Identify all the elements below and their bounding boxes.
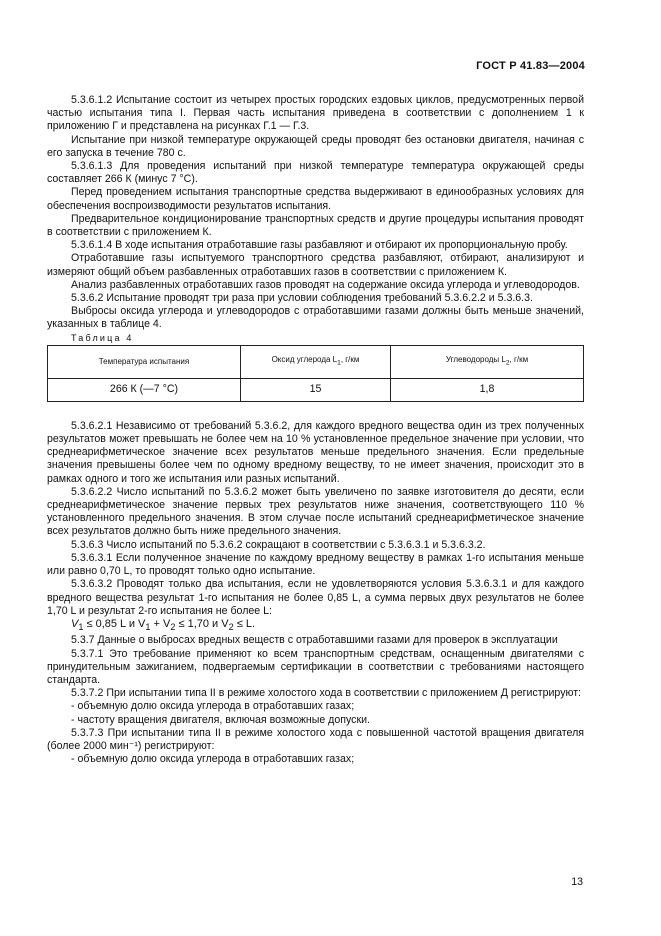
page-content (47, 94, 584, 766)
paragraph: 5.3.6.2 Испытание проводят три раза при условии соблюдения требований 5.3.6.2.2 и 5.3.6.3. (71, 292, 533, 305)
cell-hydrocarbons: 1,8 (391, 378, 584, 401)
paragraph: 5.3.7 Данные о выбросах вредных веществ с отработавшими газами для проверок в эксплуатации (71, 634, 558, 647)
paragraph: Выбросы оксида углерода и углеводородов с отработавшими газами должны быть меньше значений, указанных в таблице 4. (47, 305, 584, 331)
paragraph: 5.3.7.1 Это требование применяют ко всем транспортным средствам, оснащенным двигателями с принудительным зажиганием, подвергаемым сертификации в соответствии с требованиями настоящего стандарта. (47, 647, 584, 686)
table-header-row (48, 345, 584, 378)
emissions-table (47, 345, 584, 402)
paragraph: Предварительное кондиционирование транспортных средств и другие процедуры испытания проводят в соответствии с приложением К. (47, 212, 584, 239)
formula: $V_1 \le 0,85$ L и $V_1 + V_2 \le 1,70$ и $V_2 \le L$. (71, 617, 255, 633)
table-caption: Таблица 4 (71, 332, 134, 343)
paragraph: 5.3.6.2.2 Число испытаний по 5.3.6.2 может быть увеличено по заявке изготовителя до десяти, если среднеарифметическое значение первых трех результатов ниже значения, соответствующего 110 % установленного предельного значения. В этом случае после испытаний среднеарифметическое значение всех результатов должно быть ниже предельного значения. (47, 485, 584, 538)
header-temperature: Температура испытания (48, 345, 241, 378)
table-row (48, 378, 584, 401)
list-item: - объемную долю оксида углерода в отработавших газах; (71, 700, 355, 713)
paragraph: 5.3.6.3 Число испытаний по 5.3.6.2 сокращают в соответствии с 5.3.6.3.1 и 5.3.6.3.2. (71, 538, 486, 551)
paragraph: 5.3.6.1.3 Для проведения испытаний при низкой температуре температура окружающей среды составляет 266 К (минус 7 °С). (47, 160, 584, 186)
paragraph: Анализ разбавленных отработавших газов проводят на содержание оксида углерода и углеводородов. (71, 278, 580, 291)
paragraph: 5.3.6.3.2 Проводят только два испытания, если не удовлетворяются условия 5.3.6.3.1 и для каждого вредного вещества результат 1-го испытания не более 0,85 L, а сумма первых двух результатов не более 1,70 L и результат 2-го испытания не более L: (47, 578, 584, 617)
list-item: - объемную долю оксида углерода в отработавших газах; (71, 753, 355, 766)
list-item: - частоту вращения двигателя, включая возможные допуски. (71, 713, 370, 726)
header-carbon-monoxide: Оксид углерода $L_1$, г/км (240, 345, 390, 378)
paragraph: 5.3.6.3.1 Если полученное значение по каждому вредному веществу в рамках 1-го испытания меньше или равно 0,70 L, то проводят только одно испытание. (47, 551, 584, 578)
paragraph: 5.3.6.1.2 Испытание состоит из четырех простых городских ездовых циклов, предусмотренных первой частью испытания типа I. Первая часть испытания приведена в соответствии с дополнением 1 к приложению Г и представлена на рисунках Г.1 — Г.3. (47, 94, 584, 133)
paragraph: Испытание при низкой температуре окружающей среды проводят без остановки двигателя, начиная с его запуска в течение 780 с. (47, 133, 584, 159)
page-number: 13 (571, 876, 583, 888)
document-code: ГОСТ Р 41.83—2004 (476, 60, 585, 72)
header-hydrocarbons: Углеводороды $L_2$, г/км (391, 345, 584, 378)
paragraph: 5.3.7.3 При испытании типа II в режиме холостого хода с повышенной частотой вращения двигателя (более 2000 мин⁻¹) регистрируют: (47, 726, 584, 752)
paragraph: 5.3.6.1.4 В ходе испытания отработавшие газы разбавляют и отбирают их пропорциональную пробу. (71, 239, 568, 252)
cell-temperature: 266 К (—7 °С) (48, 378, 241, 401)
paragraph: 5.3.7.2 При испытании типа II в режиме холостого хода в соответствии с приложением Д регистрируют: (71, 687, 581, 700)
paragraph: 5.3.6.2.1 Независимо от требований 5.3.6.2, для каждого вредного вещества один из трех полученных результатов может превышать не более чем на 10 % установленное предельное значение при условии, что среднеарифметическое значение всех результатов меньше предельного значения. Если предельные значения превышены более чем по одному вредному веществу, то не имеет значения, происходит это в рамках одного и того же испытания или разных испытаний. (47, 419, 584, 485)
cell-carbon-monoxide: 15 (240, 378, 390, 401)
paragraph: Перед проведением испытания транспортные средства выдерживают в единообразных условиях для обеспечения воспроизводимости результатов испытания. (47, 186, 584, 212)
paragraph: Отработавшие газы испытуемого транспортного средства разбавляют, отбирают, анализируют и измеряют общий объем разбавленных отработавших газов в соответствии с приложением К. (47, 252, 584, 278)
